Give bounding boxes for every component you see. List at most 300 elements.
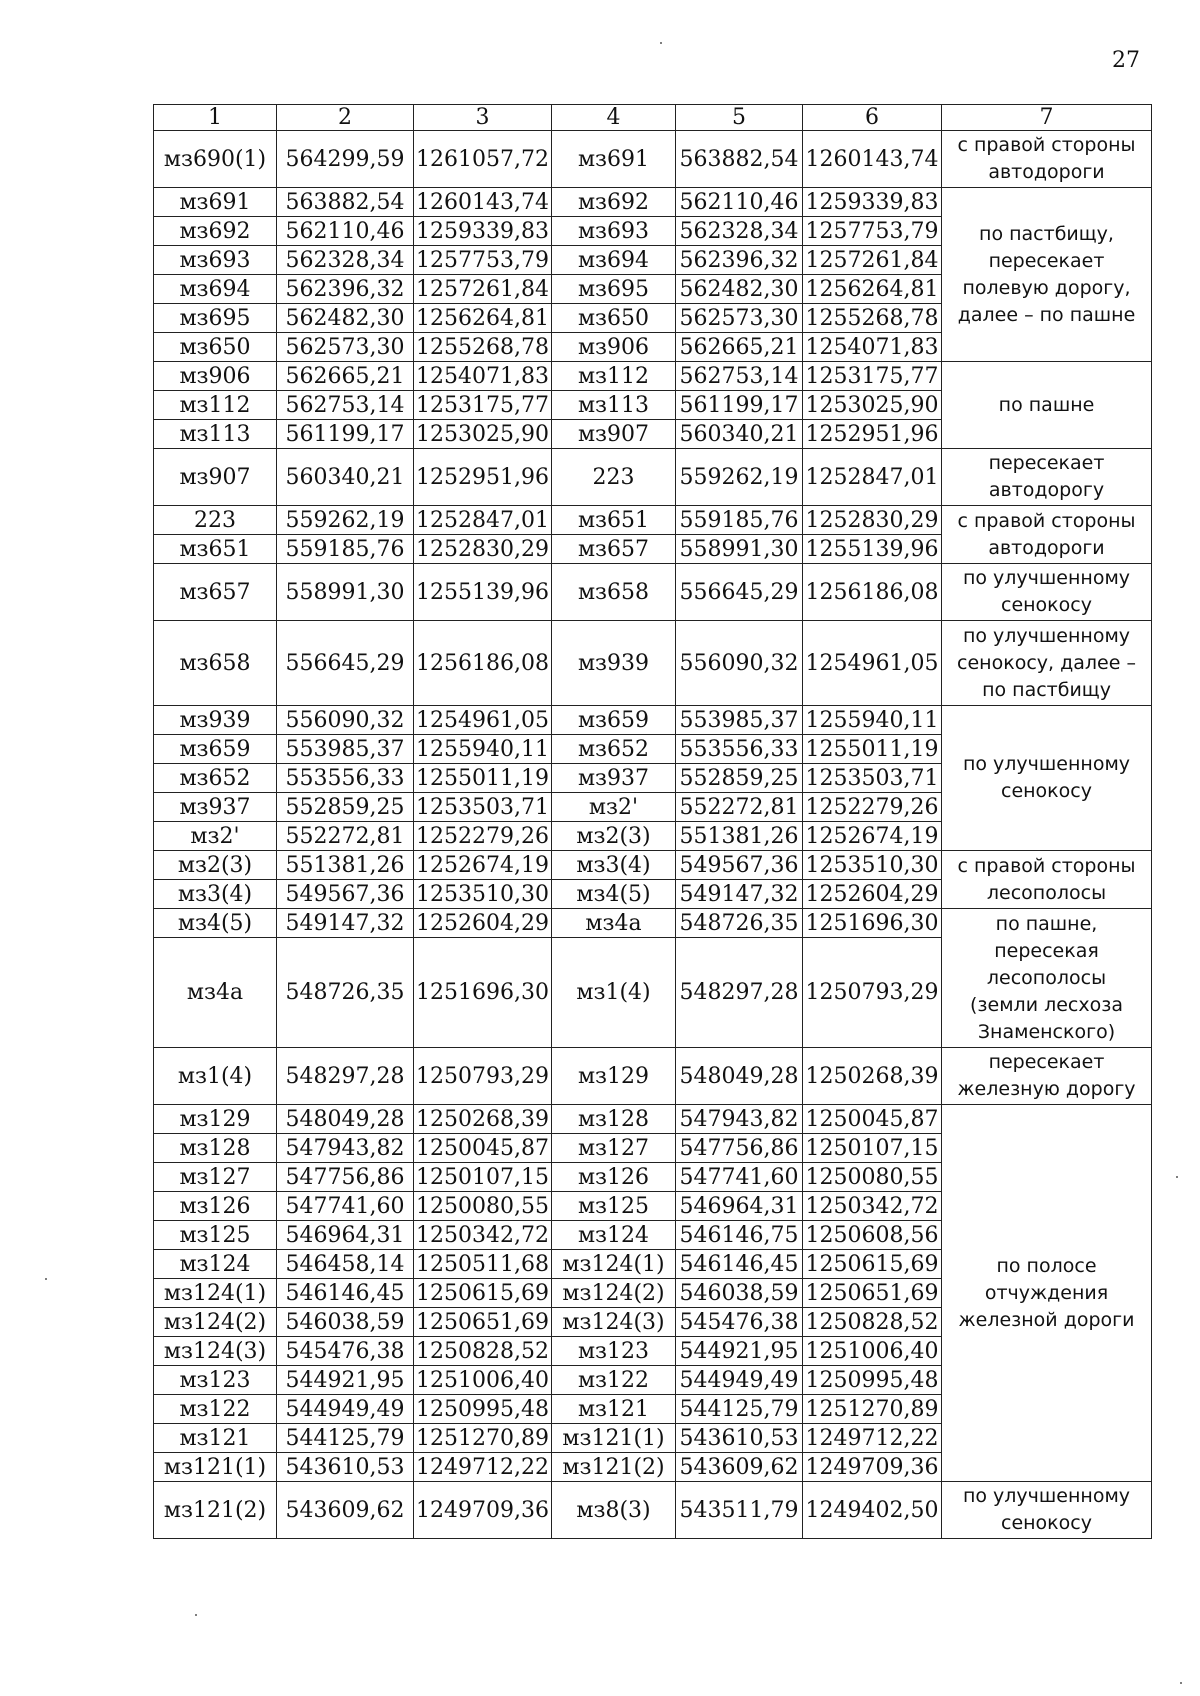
table-cell: мз126 [552, 1163, 676, 1192]
table-cell: 546458,14 [277, 1250, 414, 1279]
table-cell: 1252279,26 [803, 793, 942, 822]
table-cell: 548726,35 [277, 938, 414, 1048]
table-row [154, 1048, 1152, 1105]
description-line: сенокосу [1001, 1512, 1092, 1534]
page-number: 27 [1112, 48, 1140, 73]
table-cell: 1250107,15 [803, 1134, 942, 1163]
table-cell: мз651 [552, 506, 676, 535]
table-cell: 546964,31 [277, 1221, 414, 1250]
table-cell: мз650 [154, 333, 277, 362]
table-cell: 1250268,39 [803, 1048, 942, 1105]
table-cell: мз693 [154, 246, 277, 275]
table-cell: мз659 [552, 706, 676, 735]
table-cell: 559185,76 [277, 535, 414, 564]
table-cell: мз124 [154, 1250, 277, 1279]
column-header: 7 [942, 105, 1152, 131]
table-row [154, 621, 1152, 706]
table-cell: 562665,21 [277, 362, 414, 391]
table-cell: 1250080,55 [803, 1163, 942, 1192]
table-cell: 1250995,48 [414, 1395, 552, 1424]
table-cell: 544921,95 [676, 1337, 803, 1366]
table-cell: 564299,59 [277, 131, 414, 188]
table-cell: 1252674,19 [803, 822, 942, 851]
description-line: по пастбищу [982, 678, 1111, 701]
table-cell: 1257261,84 [414, 275, 552, 304]
description-line: по пастбищу, [979, 222, 1114, 245]
table-cell: 1256186,08 [803, 564, 942, 621]
table-cell: мз939 [154, 706, 277, 735]
table-cell: мз124(1) [552, 1250, 676, 1279]
description-cell [942, 131, 1152, 188]
table-cell: 549567,36 [676, 851, 803, 880]
table-cell: мз658 [154, 621, 277, 706]
table-cell: мз121(2) [154, 1482, 277, 1539]
table-cell: мз2(3) [154, 851, 277, 880]
table-cell: 552272,81 [676, 793, 803, 822]
table-cell: мз691 [154, 188, 277, 217]
table-cell: 1254961,05 [414, 706, 552, 735]
table-cell: 1255268,78 [803, 304, 942, 333]
table-body [154, 131, 1152, 1539]
table-cell: 1250828,52 [803, 1308, 942, 1337]
table-cell: мз113 [154, 420, 277, 449]
description-line: железной дороги [958, 1308, 1135, 1331]
table-cell: 1252830,29 [414, 535, 552, 564]
table-row [154, 1482, 1152, 1539]
column-header: 1 [154, 105, 277, 131]
column-header: 5 [676, 105, 803, 131]
table-cell: 562573,30 [676, 304, 803, 333]
table-cell: мз2' [552, 793, 676, 822]
description-line: (земли лесхоза [970, 993, 1123, 1016]
table-cell: мз2' [154, 822, 277, 851]
table-cell: 562110,46 [676, 188, 803, 217]
table-cell: 1256264,81 [803, 275, 942, 304]
table-cell: 562753,14 [676, 362, 803, 391]
table-cell: 562328,34 [277, 246, 414, 275]
table-cell: мз124(2) [552, 1279, 676, 1308]
column-header: 6 [803, 105, 942, 131]
table-cell: мз691 [552, 131, 676, 188]
description-line [942, 329, 1151, 356]
description-cell [942, 506, 1152, 564]
table-cell: 548297,28 [676, 938, 803, 1048]
table-cell: 1252847,01 [414, 506, 552, 535]
table-cell: 547756,86 [277, 1163, 414, 1192]
table-cell: 559262,19 [676, 449, 803, 506]
table-cell: мз125 [154, 1221, 277, 1250]
table-cell: 1250342,72 [803, 1192, 942, 1221]
table-cell: 547943,82 [277, 1134, 414, 1163]
table-cell: мз692 [552, 188, 676, 217]
table-cell: 563882,54 [277, 188, 414, 217]
table-cell: мз4а [154, 938, 277, 1048]
table-cell: 1250793,29 [803, 938, 942, 1048]
table-cell: 1253175,77 [414, 391, 552, 420]
table-cell: 1253175,77 [803, 362, 942, 391]
description-line: далее – по пашне [957, 303, 1136, 326]
table-cell: 1252674,19 [414, 851, 552, 880]
table-cell: мз124(3) [154, 1337, 277, 1366]
table-cell: мз652 [154, 764, 277, 793]
table-cell: 1250608,56 [803, 1221, 942, 1250]
table-cell: 1253503,71 [803, 764, 942, 793]
table-cell: 1254071,83 [803, 333, 942, 362]
table-cell: 544921,95 [277, 1366, 414, 1395]
table-cell: мз112 [552, 362, 676, 391]
table-cell: мз690(1) [154, 131, 277, 188]
table-cell: 563882,54 [676, 131, 803, 188]
table-cell: 1250828,52 [414, 1337, 552, 1366]
table-cell: 544125,79 [277, 1424, 414, 1453]
table-row [154, 851, 1152, 880]
table-cell: 548726,35 [676, 909, 803, 938]
table-cell: 1257753,79 [414, 246, 552, 275]
table-cell: мз2(3) [552, 822, 676, 851]
table-cell: 546038,59 [277, 1308, 414, 1337]
table-cell: мз650 [552, 304, 676, 333]
description-cell [942, 851, 1152, 909]
table-cell: 558991,30 [676, 535, 803, 564]
table-cell: мз123 [154, 1366, 277, 1395]
table-cell: 1251696,30 [803, 909, 942, 938]
table-cell: мз4а [552, 909, 676, 938]
table-cell: 1259339,83 [803, 188, 942, 217]
table-cell: 546964,31 [676, 1192, 803, 1221]
description-line: с правой стороны [957, 509, 1136, 532]
table-cell: мз128 [552, 1105, 676, 1134]
table-cell: мз124(3) [552, 1308, 676, 1337]
table-cell: 1251006,40 [803, 1337, 942, 1366]
table-cell: 547741,60 [676, 1163, 803, 1192]
table-cell: мз121(1) [552, 1424, 676, 1453]
table-cell: 1252830,29 [803, 506, 942, 535]
table-row [154, 362, 1152, 391]
table-cell: 551381,26 [277, 851, 414, 880]
table-cell: 544949,49 [676, 1366, 803, 1395]
table-cell: мз126 [154, 1192, 277, 1221]
table-cell: 556645,29 [277, 621, 414, 706]
table-cell: 553556,33 [277, 764, 414, 793]
table-cell: 1250045,87 [803, 1105, 942, 1134]
table-cell: 1250107,15 [414, 1163, 552, 1192]
table-cell: мз122 [552, 1366, 676, 1395]
description-line: пересекает [988, 249, 1105, 272]
table-cell: мз1(4) [154, 1048, 277, 1105]
description-line: по улучшенному [962, 753, 1131, 775]
table-cell: мз651 [154, 535, 277, 564]
table-cell: 561199,17 [676, 391, 803, 420]
table-cell: мз122 [154, 1395, 277, 1424]
description-line: по пашне [998, 393, 1095, 416]
table-cell: 556090,32 [277, 706, 414, 735]
table-cell: мз124 [552, 1221, 676, 1250]
table-cell: 548049,28 [277, 1105, 414, 1134]
table-cell: 562482,30 [676, 275, 803, 304]
table-cell: 1250615,69 [414, 1279, 552, 1308]
scan-speck [45, 1278, 47, 1280]
table-cell: 562753,14 [277, 391, 414, 420]
table-cell: мз129 [154, 1105, 277, 1134]
table-cell: 1252847,01 [803, 449, 942, 506]
description-line: отчуждения [984, 1281, 1109, 1304]
description-line: с правой стороны [957, 134, 1136, 156]
table-cell: мз121 [552, 1395, 676, 1424]
table-cell: 1255268,78 [414, 333, 552, 362]
description-line: автодорогу [988, 479, 1105, 501]
table-cell: 560340,21 [676, 420, 803, 449]
description-cell [942, 449, 1152, 506]
table-cell: 1250651,69 [803, 1279, 942, 1308]
table-cell: 1250342,72 [414, 1221, 552, 1250]
table-cell: 543609,62 [277, 1482, 414, 1539]
table-cell: 1255011,19 [803, 735, 942, 764]
table-cell: 1253025,90 [803, 391, 942, 420]
table-cell: 560340,21 [277, 449, 414, 506]
table-cell: мз128 [154, 1134, 277, 1163]
scan-speck [660, 42, 662, 44]
description-line: сенокосу, далее – [957, 651, 1136, 674]
column-header: 4 [552, 105, 676, 131]
table-cell: 1255940,11 [803, 706, 942, 735]
table-cell: 546038,59 [676, 1279, 803, 1308]
table-cell: 1253503,71 [414, 793, 552, 822]
description-line: по улучшенному [962, 567, 1131, 589]
description-line [942, 194, 1151, 221]
table-cell: 1250615,69 [803, 1250, 942, 1279]
description-cell [942, 909, 1152, 1048]
table-row [154, 1105, 1152, 1134]
table-cell: 547943,82 [676, 1105, 803, 1134]
table-cell: 546146,45 [676, 1250, 803, 1279]
table-cell: мз127 [154, 1163, 277, 1192]
description-cell [942, 621, 1152, 706]
table-cell: 1251270,89 [414, 1424, 552, 1453]
table-cell: мз695 [552, 275, 676, 304]
table-row [154, 564, 1152, 621]
table-cell: мз8(3) [552, 1482, 676, 1539]
table-cell: 1250045,87 [414, 1134, 552, 1163]
table-cell: 1253510,30 [414, 880, 552, 909]
table-cell: 559185,76 [676, 506, 803, 535]
table-cell: 558991,30 [277, 564, 414, 621]
table-cell: 548049,28 [676, 1048, 803, 1105]
table-cell: 544949,49 [277, 1395, 414, 1424]
table-cell: мз694 [154, 275, 277, 304]
table-cell: 1255011,19 [414, 764, 552, 793]
table-cell: 553985,37 [676, 706, 803, 735]
table-cell: 543511,79 [676, 1482, 803, 1539]
table-cell: мз695 [154, 304, 277, 333]
description-line: лесополосы [986, 881, 1107, 904]
table-cell: 1257261,84 [803, 246, 942, 275]
table-cell: 1252951,96 [414, 449, 552, 506]
table-cell: мз123 [552, 1337, 676, 1366]
table-cell: 1250995,48 [803, 1366, 942, 1395]
description-line: пересекает [988, 452, 1105, 474]
boundary-table [153, 104, 1152, 1539]
table-cell: 552859,25 [277, 793, 414, 822]
description-line: по улучшенному [962, 624, 1131, 647]
table-cell: мз939 [552, 621, 676, 706]
table-cell: 552859,25 [676, 764, 803, 793]
table-cell: 553556,33 [676, 735, 803, 764]
boundary-table-container [153, 104, 1152, 1539]
description-line: Знаменского) [977, 1020, 1116, 1043]
table-cell: 1254071,83 [414, 362, 552, 391]
table-cell: 1261057,72 [414, 131, 552, 188]
header-row [154, 105, 1152, 131]
description-line: железную дорогу [957, 1078, 1136, 1100]
scan-speck [1180, 1682, 1182, 1684]
table-cell: 1255139,96 [414, 564, 552, 621]
table-cell: мз658 [552, 564, 676, 621]
table-cell: 543610,53 [676, 1424, 803, 1453]
table-cell: 543610,53 [277, 1453, 414, 1482]
table-row [154, 506, 1152, 535]
table-cell: 1250080,55 [414, 1192, 552, 1221]
table-cell: 1255139,96 [803, 535, 942, 564]
table-cell: мз694 [552, 246, 676, 275]
table-cell: 1249712,22 [414, 1453, 552, 1482]
table-cell: мз907 [154, 449, 277, 506]
table-cell: мз4(5) [154, 909, 277, 938]
description-line: по полосе [996, 1254, 1097, 1277]
table-cell: 549147,32 [277, 909, 414, 938]
description-line: пересекая [994, 939, 1099, 962]
table-cell: мз127 [552, 1134, 676, 1163]
description-cell [942, 564, 1152, 621]
table-cell: 562328,34 [676, 217, 803, 246]
table-cell: мз906 [154, 362, 277, 391]
table-cell: 551381,26 [676, 822, 803, 851]
table-cell: 1251006,40 [414, 1366, 552, 1395]
table-cell: 562573,30 [277, 333, 414, 362]
table-cell: 1251696,30 [414, 938, 552, 1048]
table-cell: 562110,46 [277, 217, 414, 246]
table-cell: 544125,79 [676, 1395, 803, 1424]
table-cell: 553985,37 [277, 735, 414, 764]
table-cell: 1253025,90 [414, 420, 552, 449]
table-cell: 1256186,08 [414, 621, 552, 706]
table-cell: 549567,36 [277, 880, 414, 909]
description-cell [942, 1482, 1152, 1539]
description-cell [942, 188, 1152, 362]
table-cell: 546146,45 [277, 1279, 414, 1308]
column-header: 3 [414, 105, 552, 131]
table-cell: мз906 [552, 333, 676, 362]
description-line: автодороги [988, 161, 1105, 183]
table-cell: 1250793,29 [414, 1048, 552, 1105]
table-cell: мз3(4) [154, 880, 277, 909]
table-cell: мз692 [154, 217, 277, 246]
description-line: пересекает [988, 1051, 1105, 1073]
description-line: по улучшенному [962, 1485, 1131, 1507]
table-cell: 1251270,89 [803, 1395, 942, 1424]
description-line: полевую дорогу, [962, 276, 1131, 299]
table-cell: мз693 [552, 217, 676, 246]
table-cell: 1250511,68 [414, 1250, 552, 1279]
table-cell: мз652 [552, 735, 676, 764]
table-cell: 562396,32 [676, 246, 803, 275]
description-line: по пашне, [995, 912, 1098, 935]
table-cell: мз113 [552, 391, 676, 420]
table-cell: 545476,38 [676, 1308, 803, 1337]
table-cell: 562482,30 [277, 304, 414, 333]
description-line: сенокосу [1001, 594, 1092, 616]
table-cell: 1254961,05 [803, 621, 942, 706]
table-cell: 1249712,22 [803, 1424, 942, 1453]
description-line: автодороги [988, 536, 1105, 559]
table-cell: 1252604,29 [803, 880, 942, 909]
table-row [154, 909, 1152, 938]
table-cell: мз907 [552, 420, 676, 449]
description-cell [942, 706, 1152, 851]
table-cell: мз112 [154, 391, 277, 420]
table-cell: мз121 [154, 1424, 277, 1453]
table-cell: 543609,62 [676, 1453, 803, 1482]
table-cell: 1249709,36 [414, 1482, 552, 1539]
table-cell: 1249709,36 [803, 1453, 942, 1482]
description-cell [942, 362, 1152, 449]
table-cell: 1252279,26 [414, 822, 552, 851]
table-cell: мз125 [552, 1192, 676, 1221]
table-cell: 1260143,74 [803, 131, 942, 188]
table-row [154, 449, 1152, 506]
table-cell: мз1(4) [552, 938, 676, 1048]
table-cell: мз121(2) [552, 1453, 676, 1482]
description-cell [942, 1105, 1152, 1482]
table-cell: мз124(1) [154, 1279, 277, 1308]
table-cell: 546146,75 [676, 1221, 803, 1250]
table-cell: мз657 [552, 535, 676, 564]
table-cell: 1257753,79 [803, 217, 942, 246]
table-cell: 562396,32 [277, 275, 414, 304]
table-cell: мз129 [552, 1048, 676, 1105]
table-cell: 1250268,39 [414, 1105, 552, 1134]
table-cell: 1255940,11 [414, 735, 552, 764]
table-cell: 1252604,29 [414, 909, 552, 938]
table-cell: 545476,38 [277, 1337, 414, 1366]
scan-speck [195, 1614, 197, 1616]
table-cell: 549147,32 [676, 880, 803, 909]
table-cell: 556090,32 [676, 621, 803, 706]
table-cell: мз124(2) [154, 1308, 277, 1337]
table-row [154, 131, 1152, 188]
table-row [154, 706, 1152, 735]
scan-speck [1176, 1176, 1178, 1178]
table-cell: 556645,29 [676, 564, 803, 621]
table-cell: 548297,28 [277, 1048, 414, 1105]
table-cell: мз4(5) [552, 880, 676, 909]
table-cell: 1259339,83 [414, 217, 552, 246]
table-cell: мз121(1) [154, 1453, 277, 1482]
table-cell: мз937 [552, 764, 676, 793]
table-cell: 547756,86 [676, 1134, 803, 1163]
table-cell: 1249402,50 [803, 1482, 942, 1539]
description-line: лесополосы [986, 966, 1107, 989]
table-cell: 562665,21 [676, 333, 803, 362]
description-line: с правой стороны [957, 854, 1136, 877]
table-cell: 1253510,30 [803, 851, 942, 880]
table-cell: мз937 [154, 793, 277, 822]
table-cell: мз3(4) [552, 851, 676, 880]
table-cell: 1252951,96 [803, 420, 942, 449]
table-cell: 1250651,69 [414, 1308, 552, 1337]
table-cell: 561199,17 [277, 420, 414, 449]
table-cell: 1260143,74 [414, 188, 552, 217]
table-cell: 1256264,81 [414, 304, 552, 333]
